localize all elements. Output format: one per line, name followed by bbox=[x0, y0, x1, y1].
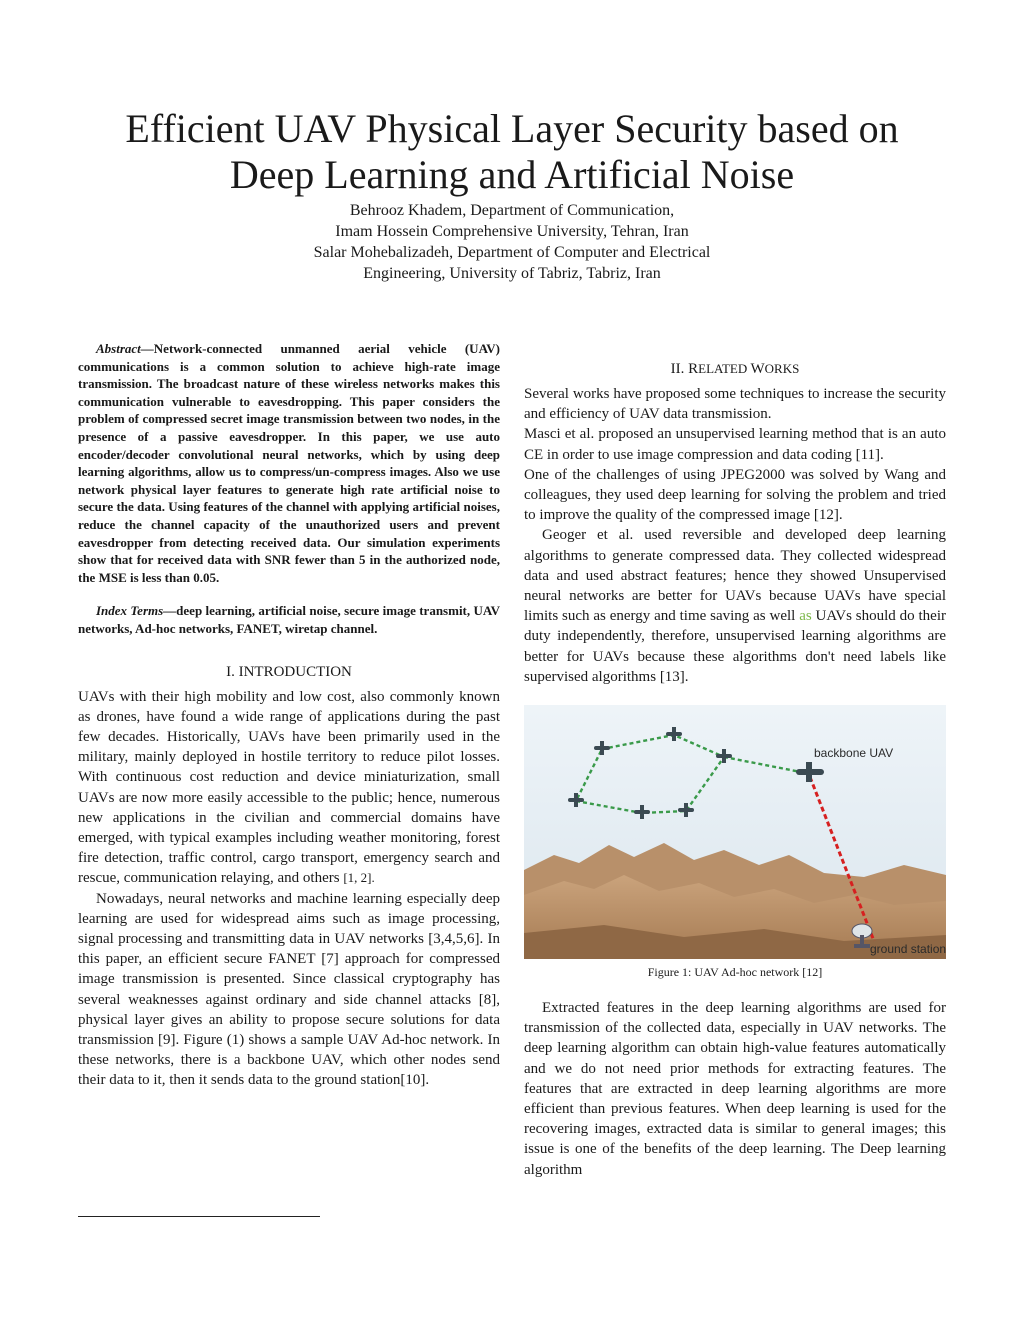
title-line-1: Efficient UAV Physical Layer Security based on bbox=[125, 106, 899, 151]
author-line: Engineering, University of Tabriz, Tabriz, Iran bbox=[363, 265, 661, 282]
author-line: Behrooz Khadem, Department of Communication, bbox=[349, 202, 675, 219]
left-column bbox=[78, 340, 500, 1091]
heading-small: ORKS bbox=[764, 361, 800, 376]
section-heading-introduction: I. INTRODUCTION bbox=[226, 663, 352, 680]
uav-network-illustration bbox=[524, 705, 946, 959]
paper-title bbox=[0, 106, 1024, 198]
heading-cap: R bbox=[688, 361, 699, 377]
extracted-paragraph: Extracted features in the deep learning algorithms are used for transmission of the collected data, especially in UAV networks. The deep learning algorithm can obtain high-value features automatically and we do not need prior methods for extracting features. The features that are extracted in deep learning algorithms are more efficient than previous features. When deep learning is used for the recovering images, extracted data is similar to general images; this issue is one of the benefits of the deep learning. The Deep learning algorithm bbox=[524, 1000, 946, 1178]
abstract-text: Network-connected unmanned aerial vehicle (UAV) communications is a common solution to achieve high-rate image transmission. The broadcast nature of these wireless networks makes this communication vulnerable to eavesdropping. This paper considers the problem of compressed secret image transmission between two nodes, in the presence of a passive eavesdropper. In this paper, we use auto encoder/decoder convolutional neural networks, which by using deep learning algorithms, allow us to compress/un-compress images. Also we use network physical layer features to generate high rate artificial noise to secure the data. Using features of the channel with applying artificial noises, reduce the channel capacity of the unauthorized users and prevent eavesdropper from detecting received data. Our simulation experiments show that for received data with SNR fewer than 5 in the authorized node, the MSE is less than 0.05. bbox=[78, 341, 500, 585]
right-column bbox=[524, 357, 946, 1180]
intro-paragraph-1 bbox=[78, 687, 500, 889]
intro-p1-cite: [1, 2]. bbox=[343, 870, 375, 886]
intro-p1-text: UAVs with their high mobility and low cost, also commonly known as drones, have found a wide range of applications during the past few decades. Historically, UAVs have been primarily used in the military, mainly deployed in hostile territory to reduce pilot losses. With continuous cost reduction and device miniaturization, small UAVs are now more easily accessible to the public; hence, numerous new applications in the civilian and commercial domains have emerged, with typical examples including weather monitoring, forest fire detection, traffic control, cargo transport, emergency search and rescue, communication relaying, and others bbox=[78, 688, 500, 887]
related-paragraph-3: One of the challenges of using JPEG2000 was solved by Wang and colleagues, they used deep learning for solving the problem and tried to improve the quality of the compressed image [12]. bbox=[524, 466, 946, 524]
related-p4-highlight: as bbox=[799, 608, 812, 625]
ground-station-icon bbox=[852, 924, 872, 948]
heading-cap: W bbox=[750, 361, 765, 377]
label-backbone-uav: backbone UAV bbox=[814, 746, 894, 761]
figure-caption: Figure 1: UAV Ad-hoc network [12] bbox=[647, 965, 823, 980]
label-ground-station: ground station bbox=[870, 942, 946, 957]
author-block bbox=[0, 200, 1024, 284]
author-line: Imam Hossein Comprehensive University, Tehran, Iran bbox=[335, 223, 689, 240]
index-terms-text: deep learning, artificial noise, secure image transmit, UAV networks, Ad-hoc networks, FANET, wiretap channel. bbox=[78, 603, 500, 636]
footnote-rule bbox=[78, 1216, 320, 1217]
abstract bbox=[78, 340, 500, 586]
related-paragraph-2: Masci et al. proposed an unsupervised learning method that is an auto CE in order to use image compression and data coding [11]. bbox=[524, 426, 946, 463]
related-p4-text-b: UAVs should do their duty independently, therefore, unsupervised learning algorithms are better for UAVs because these algorithms don't need labels like supervised algorithms [13]. bbox=[524, 608, 946, 685]
related-paragraph-4 bbox=[524, 525, 946, 687]
heading-num: II. bbox=[670, 361, 689, 377]
index-terms-lead: Index Terms— bbox=[96, 603, 177, 619]
author-line: Salar Mohebalizadeh, Department of Computer and Electrical bbox=[313, 244, 711, 261]
abstract-lead: Abstract— bbox=[96, 341, 154, 356]
related-p4-text-a: Geoger et al. used reversible and developed deep learning algorithms to generate compressed data. They collected widespread data and used abstract features; hence they showed Unsupervised neural networks are better for UAVs because UAVs have special limits such as energy and time saving as well bbox=[524, 527, 946, 625]
section-heading-related-works bbox=[524, 361, 946, 378]
figure-uav-network bbox=[524, 705, 946, 959]
intro-paragraph-2: Nowadays, neural networks and machine learning especially deep learning are used for widespread aims such as image processing, signal processing and transmitting data in UAV networks [3,4,5,6]. In this paper, an efficient secure FANET [7] approach for compressed image transmission is presented. Since classical cryptography has several weaknesses against ordinary and side channel attacks [8], physical layer gives an ability to propose secure solutions for data transmission [9]. Figure (1) shows a sample UAV Ad-hoc network. In these networks, there is a backbone UAV, which other nodes send their data to it, then it sends data to the ground station[10]. bbox=[78, 890, 500, 1089]
title-line-2: Deep Learning and Artificial Noise bbox=[229, 152, 795, 197]
heading-small: ELATED bbox=[698, 361, 751, 376]
index-terms bbox=[78, 602, 500, 637]
related-paragraph-1: Several works have proposed some techniques to increase the security and efficiency of UAV data transmission. bbox=[524, 386, 946, 423]
